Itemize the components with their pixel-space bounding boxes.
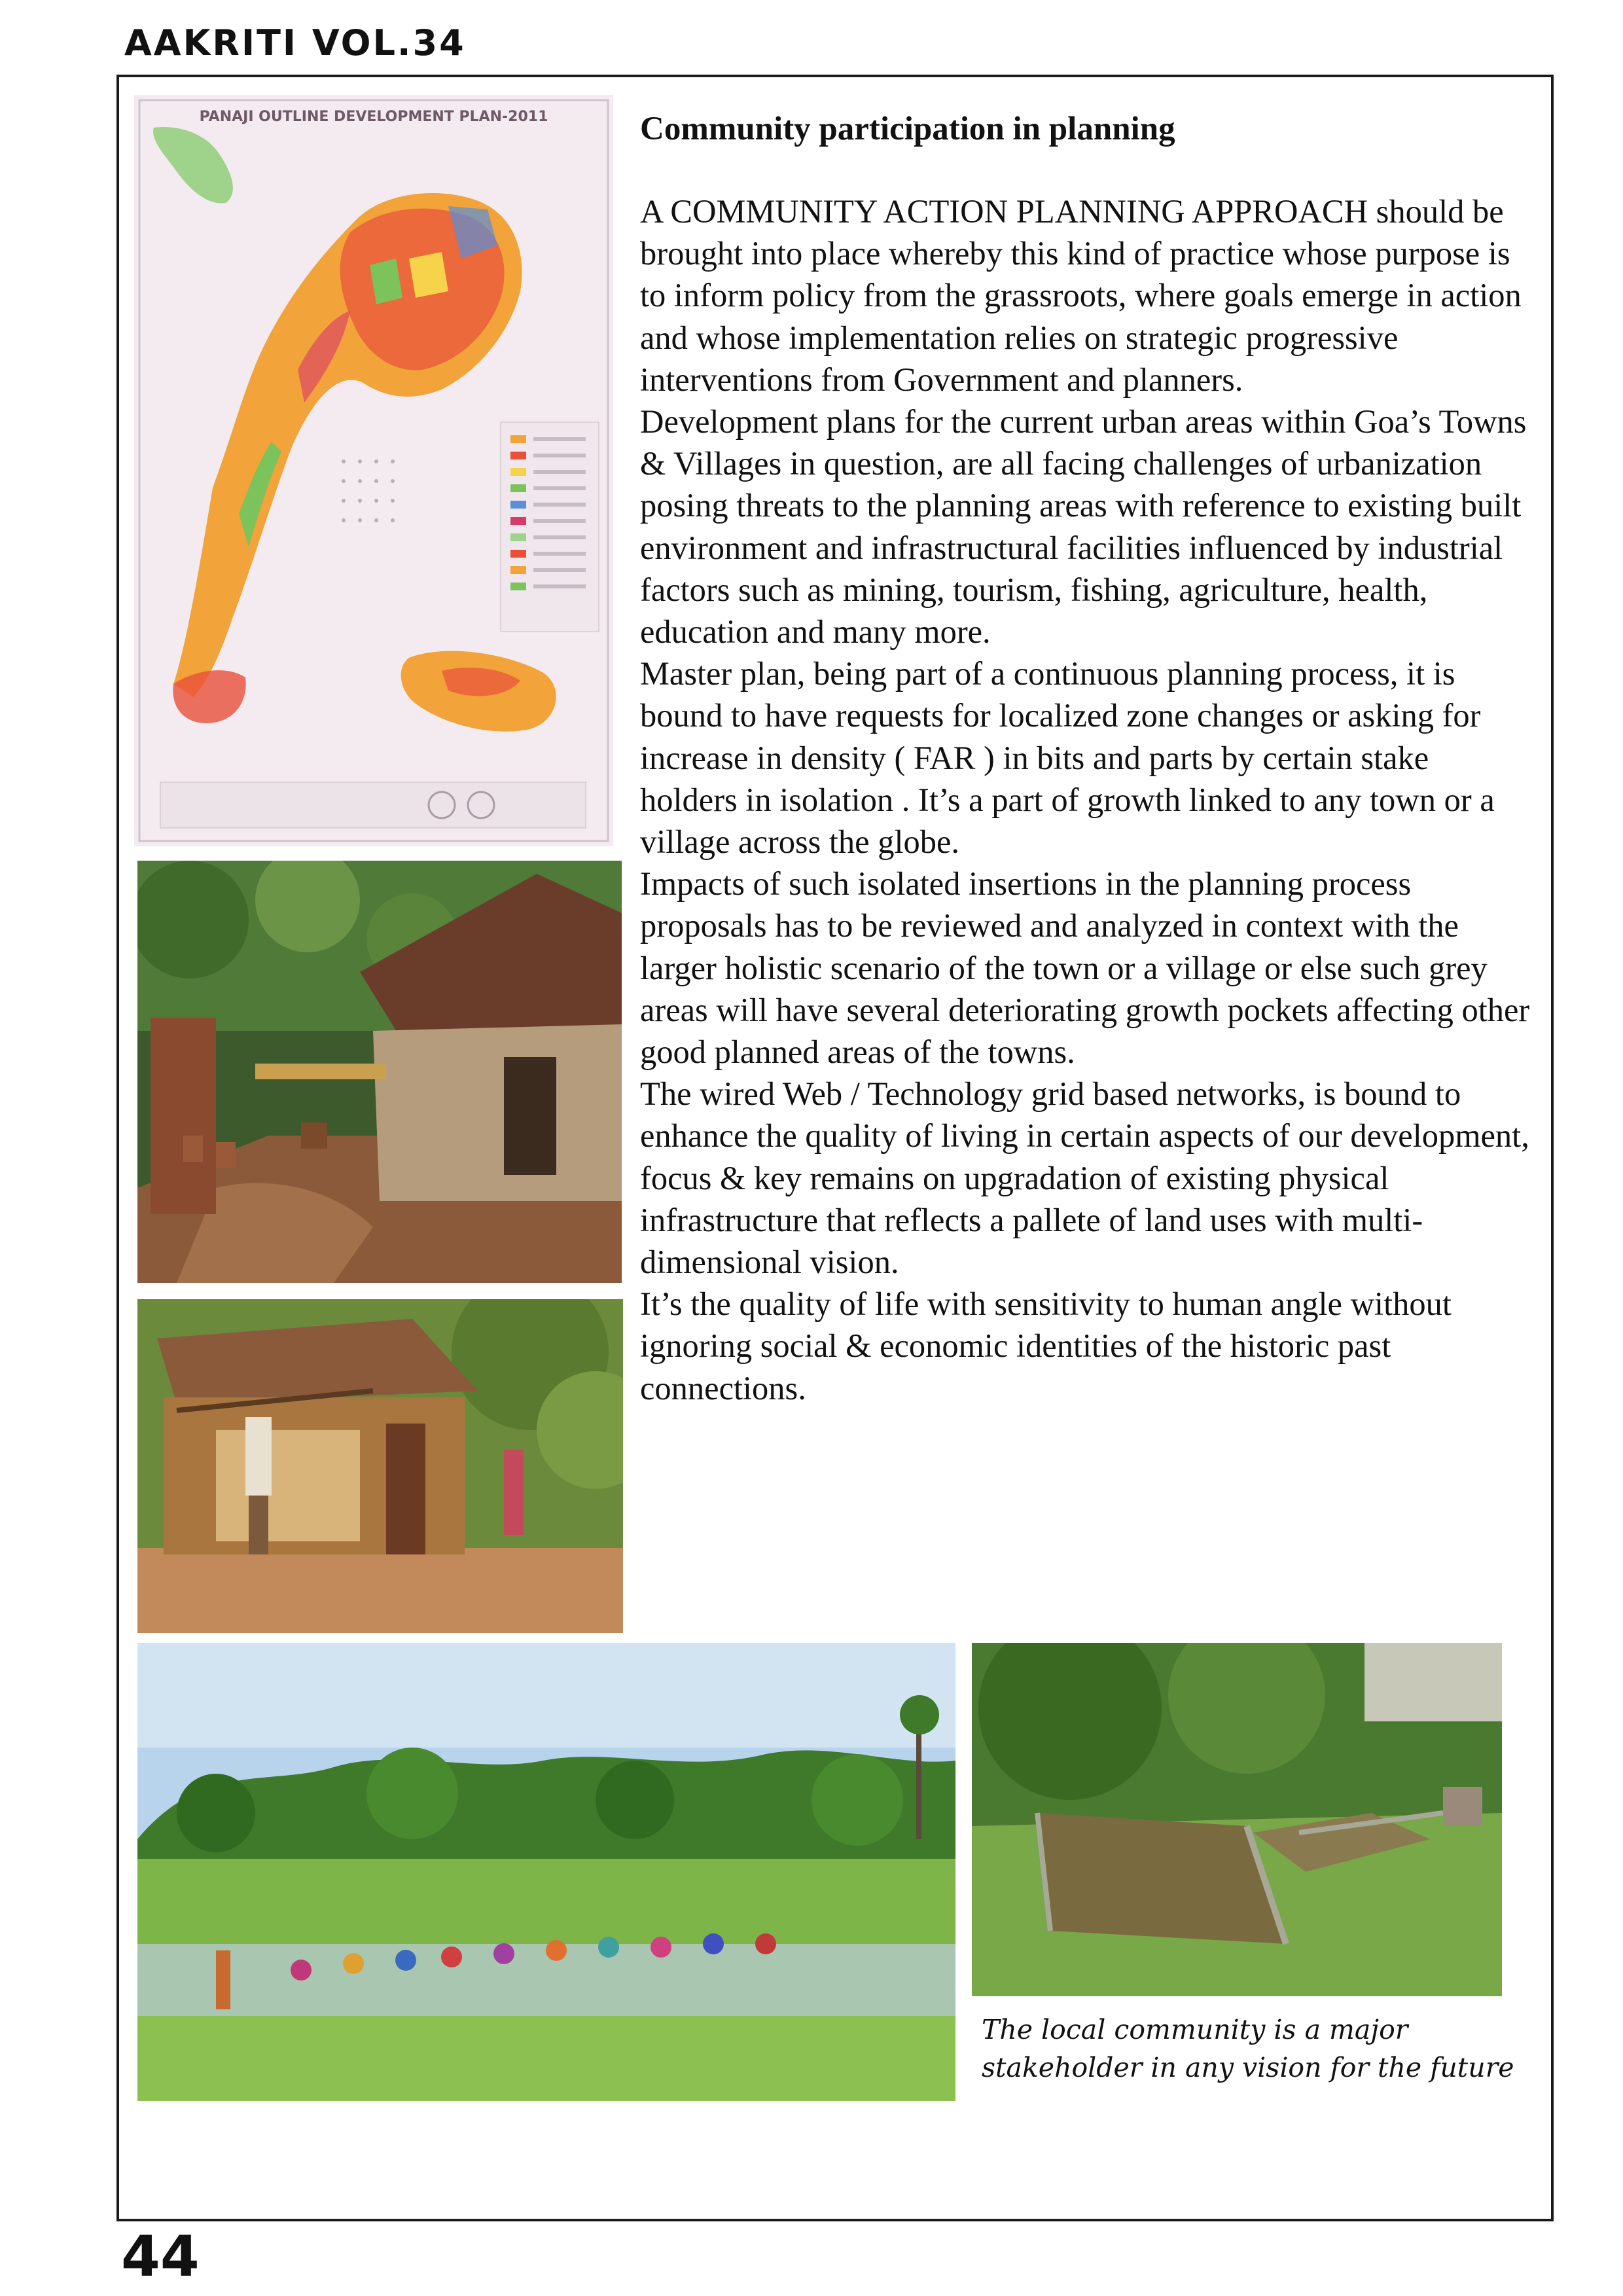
article-paragraph: Development plans for the current urban areas within Goa’s Towns & Villages in question, are all facing challenges of urbanization posing threats to the planning areas with reference to existing built environment and infrastructural facilities influenced by industrial factors such as mining, tourism, fishing, agriculture, health, education and many more. bbox=[640, 403, 1527, 651]
article-heading: Community participation in planning bbox=[640, 111, 1175, 147]
article-paragraph: Master plan, being part of a continuous planning process, it is bound to have requests for localized zone changes or asking for increase in density ( FAR ) in bits and parts by certain stake holders in isolation . It’s a part of growth linked to any town or a village across the globe. bbox=[640, 655, 1495, 861]
village-worker-photo bbox=[137, 1299, 623, 1633]
development-plan-map bbox=[134, 95, 613, 846]
page-number: 44 bbox=[121, 2224, 200, 2289]
paddy-field-photo bbox=[137, 1643, 955, 2101]
water-tank-photo bbox=[972, 1643, 1502, 1996]
article bbox=[640, 108, 1530, 1409]
map-title: PANAJI OUTLINE DEVELOPMENT PLAN-2011 bbox=[199, 109, 548, 125]
photo-caption: The local community is a major stakeholder in any vision for the future bbox=[982, 2014, 1514, 2083]
article-paragraph: The wired Web / Technology grid based networks, is bound to enhance the quality of living in certain aspects of our development, focus & key remains on upgradation of existing physical infrastructure that reflects a pallete of land uses with multi-dimensional vision. bbox=[640, 1075, 1529, 1281]
article-paragraph: It’s the quality of life with sensitivity to human angle without ignoring social & economic identities of the historic past connections. bbox=[640, 1285, 1452, 1407]
article-paragraph: A COMMUNITY ACTION PLANNING APPROACH should be brought into place whereby this kind of practice whose purpose is to inform policy from the grassroots, where goals emerge in action and whose implementation relies on strategic progressive interventions from Government and planners. bbox=[640, 193, 1522, 398]
article-paragraph: Impacts of such isolated insertions in the planning process proposals has to be reviewed and analyzed in context with the larger holistic scenario of the town or a village or else such grey areas will have several deteriorating growth pockets affecting other good planned areas of the towns. bbox=[640, 865, 1530, 1071]
magazine-title: AAKRITI VOL.34 bbox=[124, 22, 466, 63]
village-hut-photo bbox=[137, 861, 622, 1283]
